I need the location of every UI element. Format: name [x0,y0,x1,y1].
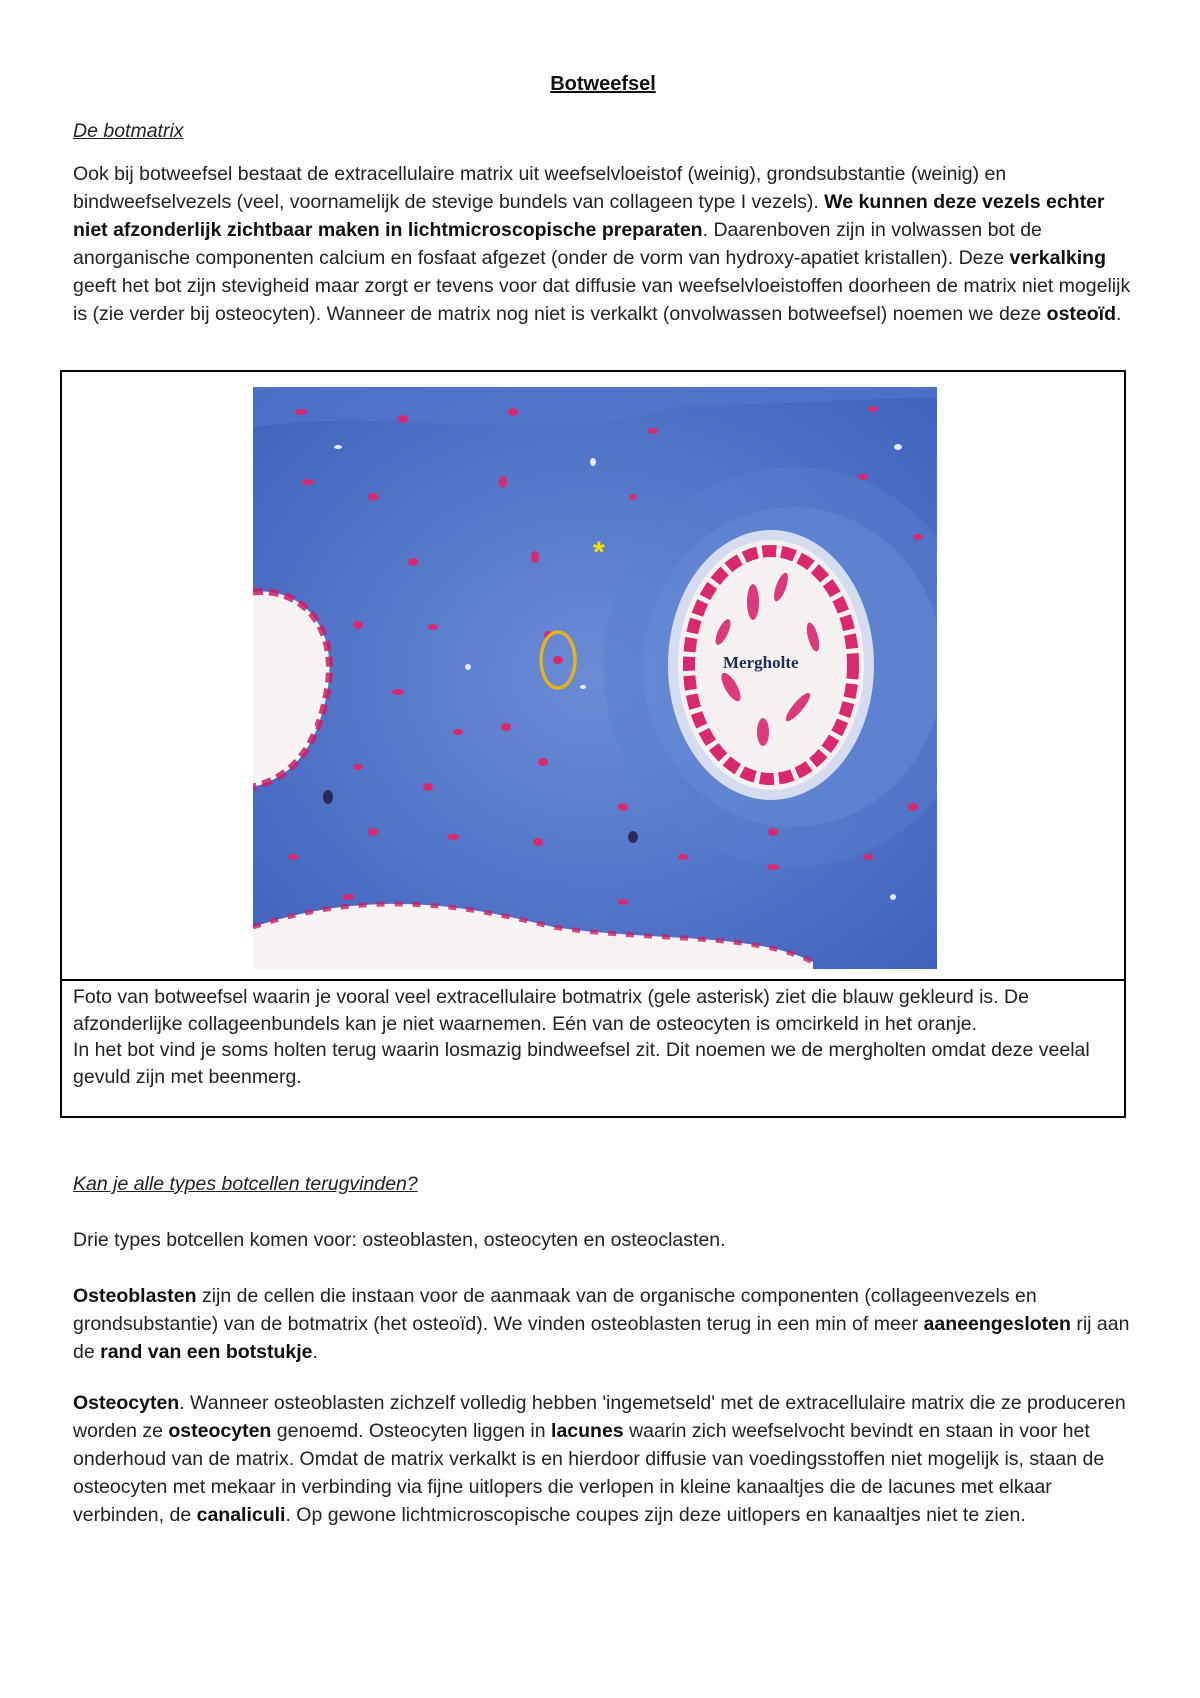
text-run: genoemd. Osteocyten liggen in [271,1420,552,1442]
text-run: rij aan de [73,1313,1130,1363]
caption-text: In het bot vind je soms holten terug waarin losmazig bindweefsel zit. Dit noemen we de mergholten omdat deze veelal gevuld zijn met beenmerg. [73,1039,1090,1088]
bone-micrograph [253,387,937,969]
text-run: . Daarenboven zijn in volwassen bot de anorganische componenten calcium en fosfaat afgezet (onder de vorm van hydroxy-apatiet kristallen). Deze [73,219,1042,269]
text-run: . [1116,303,1122,325]
section-heading-botmatrix: De botmatrix [73,120,184,142]
caption-text: Foto van botweefsel waarin je vooral veel extracellulaire botmatrix (gele asterisk) ziet die blauw gekleurd is. De afzonderlijke collageenbundels kan je niet waarnemen. Eén van de osteocyten is omcirkeld in het oranje. [73,986,1029,1035]
page-title: Botweefsel [550,73,656,95]
bold-text: Osteoblasten [73,1285,197,1307]
figure-caption [73,984,1113,1090]
matrix-asterisk: * [593,536,605,569]
text-run: zijn de cellen die instaan voor de aanmaak van de organische componenten (collageenvezels en grondsubstantie) van de botmatrix (het osteoïd). We vinden osteoblasten terug in een min of meer [73,1285,1037,1335]
figure-box [60,370,1126,1118]
paragraph-osteocyten [73,1389,1133,1529]
text-run: Ook bij botweefsel bestaat de extracellulaire matrix uit weefselvloeistof (weinig), grondsubstantie (weinig) en bindweefselvezels (veel, voornamelijk de stevige bundels van collageen type I vezels). [73,163,1007,213]
bold-text: We kunnen deze vezels echter niet afzonderlijk zichtbaar maken in lichtmicroscopische preparaten [73,191,1105,241]
bold-text: rand van een botstukje [100,1341,313,1363]
paragraph-intro: Drie types botcellen komen voor: osteoblasten, osteocyten en osteoclasten. [73,1229,726,1251]
bold-text: aaneengesloten [923,1313,1071,1335]
section-heading-botcellen: Kan je alle types botcellen terugvinden? [73,1173,418,1195]
text-run: . Wanneer osteoblasten zichzelf volledig hebben 'ingemetseld' met de extracellulaire matrix die ze produceren worden ze [73,1392,1126,1442]
text-run: . [312,1341,318,1363]
text-run: waarin zich weefselvocht bevindt en staan in voor het onderhoud van de matrix. Omdat de matrix verkalkt is en hierdoor diffusie van voedingsstoffen niet mogelijk is, staan de osteocyten met mekaar in verbinding via fijne uitlopers die verlopen in kleine kanaaltjes die de lacunes met elkaar verbinden, de [73,1420,1105,1526]
bold-text: osteoïd [1046,303,1116,325]
paragraph-botmatrix [73,160,1133,328]
bold-text: lacunes [551,1420,624,1442]
text-run: . Op gewone lichtmicroscopische coupes zijn deze uitlopers en kanaaltjes niet te zien. [285,1504,1026,1526]
bold-text: osteocyten [168,1420,272,1442]
bold-text: canaliculi [196,1504,286,1526]
bold-text: Osteocyten [73,1392,180,1414]
bold-text: verkalking [1009,247,1106,269]
marrow-cavity-label: Mergholte [723,653,799,672]
text-run: geeft het bot zijn stevigheid maar zorgt er tevens voor dat diffusie van weefselvloeistoffen doorheen de matrix niet mogelijk is (zie verder bij osteocyten). Wanneer de matrix nog niet is verkalkt (onvolwassen botweefsel) noemen we deze [73,275,1131,325]
paragraph-osteoblasten [73,1282,1133,1366]
figure-divider [62,979,1124,981]
